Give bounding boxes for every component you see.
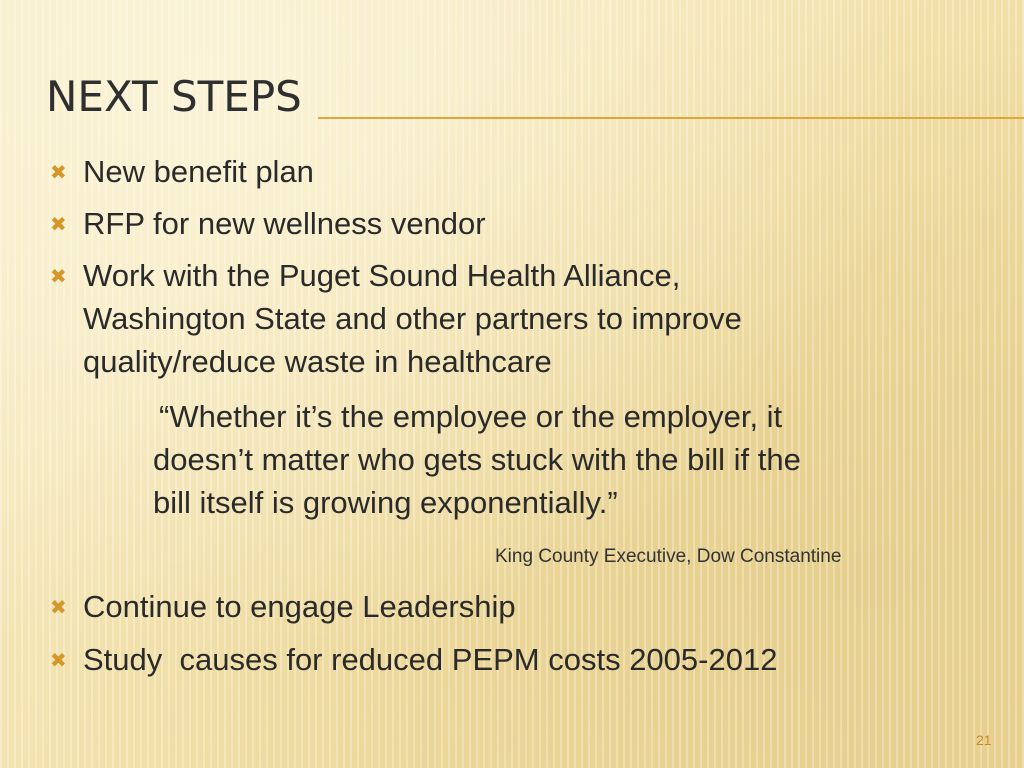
quote-block bbox=[153, 395, 801, 524]
bullet-x-icon: ✖ bbox=[50, 264, 67, 288]
slide-title: NEXT STEPS bbox=[46, 72, 302, 121]
bullet-x-icon: ✖ bbox=[50, 595, 67, 619]
bullet-x-icon: ✖ bbox=[50, 648, 67, 672]
bullet-text: New benefit plan bbox=[83, 154, 314, 189]
bullet-x-icon: ✖ bbox=[50, 160, 67, 184]
quote-line-3: bill itself is growing exponentially.” bbox=[153, 485, 618, 520]
bullet-x-icon: ✖ bbox=[50, 212, 67, 236]
bullet-text-line-2: Washington State and other partners to improve bbox=[83, 301, 742, 336]
bullet-text-line-1: Work with the Puget Sound Health Alliance, bbox=[83, 258, 681, 293]
quote-attribution: King County Executive, Dow Constantine bbox=[495, 546, 842, 567]
bullet-text: Continue to engage Leadership bbox=[83, 589, 516, 624]
page-number: 21 bbox=[976, 732, 992, 748]
bullet-text-line-3: quality/reduce waste in healthcare bbox=[83, 344, 552, 379]
quote-line-2: doesn’t matter who gets stuck with the bill if the bbox=[153, 442, 801, 477]
quote-line-1: “Whether it’s the employee or the employer, it bbox=[159, 399, 783, 434]
bullet-text: RFP for new wellness vendor bbox=[83, 206, 486, 241]
bullet-text: Study causes for reduced PEPM costs 2005-2012 bbox=[83, 642, 778, 677]
title-underline bbox=[318, 117, 1024, 119]
